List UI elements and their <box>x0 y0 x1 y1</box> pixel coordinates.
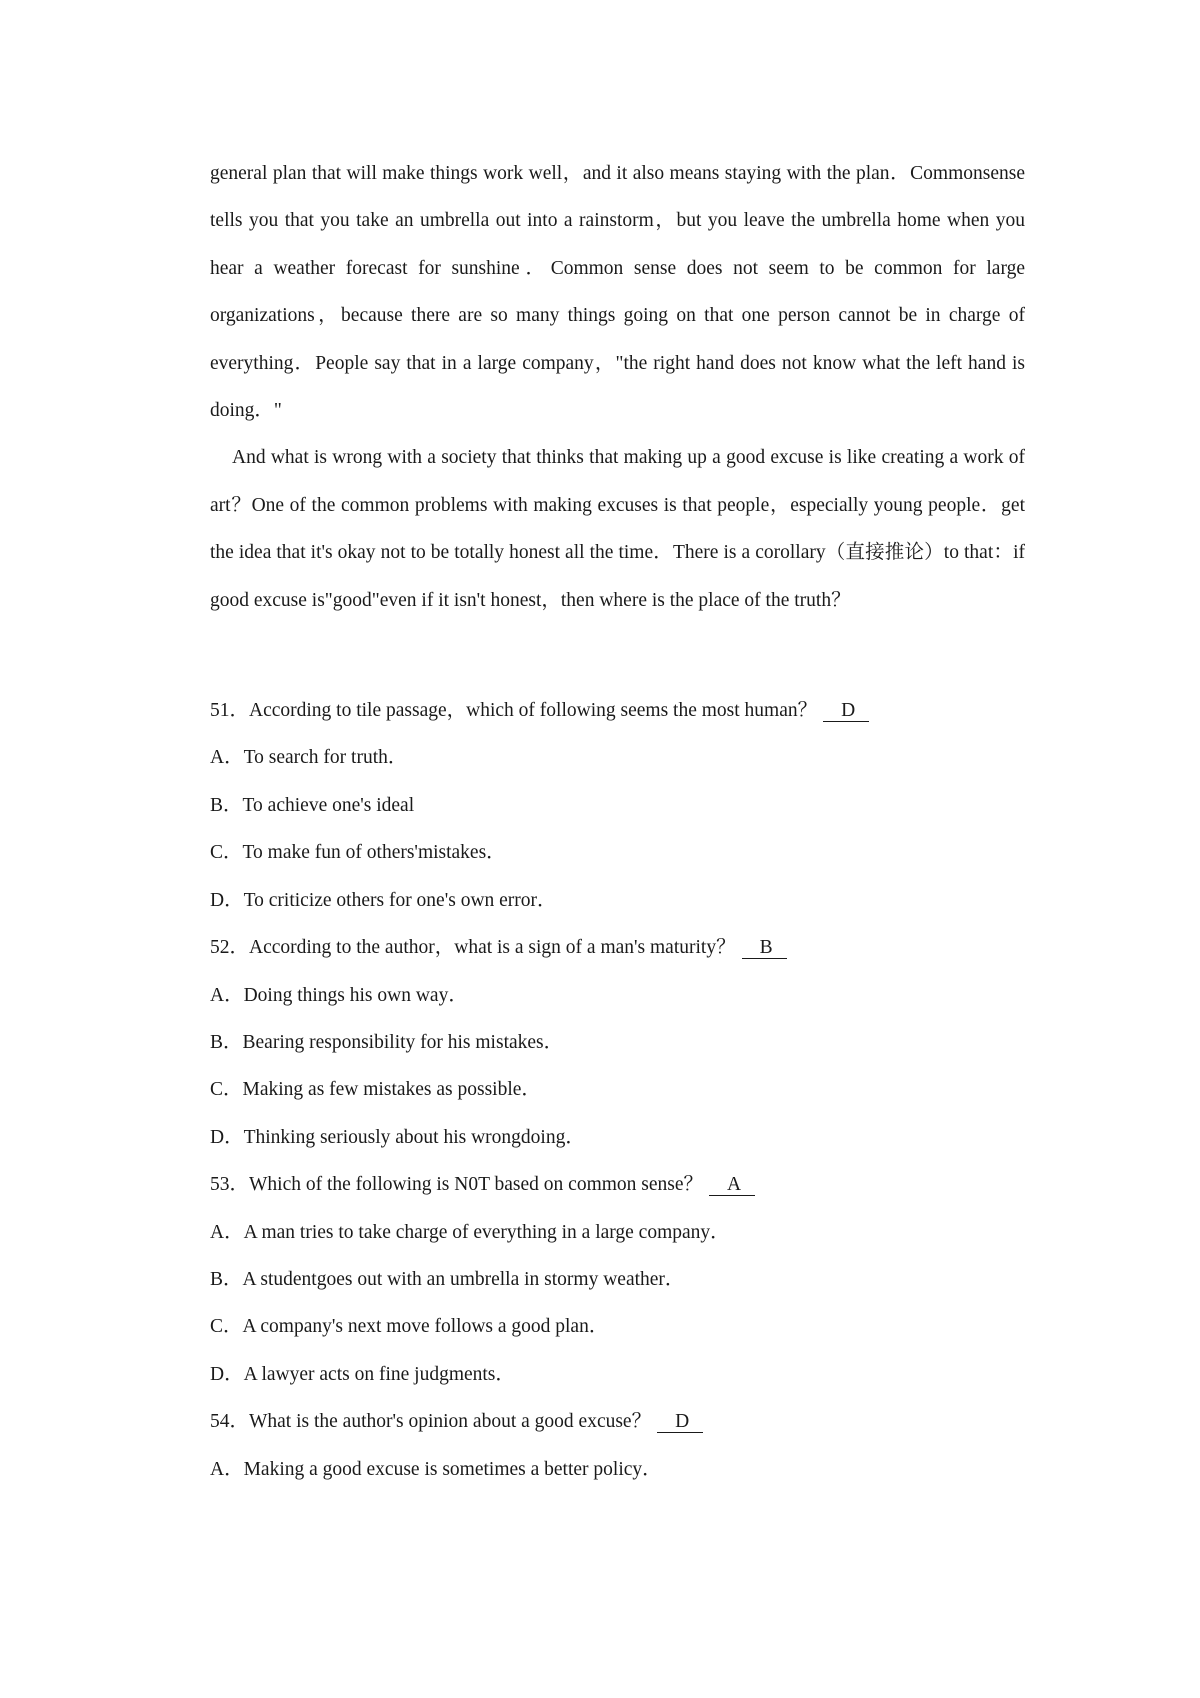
question-stem <box>210 687 1025 734</box>
question-stem <box>210 924 1025 971</box>
question-text: 52．According to the author，what is a sign of a man's maturity？ <box>210 937 736 959</box>
option-d: D．Thinking seriously about his wrongdoing． <box>210 1126 585 1148</box>
passage-paragraph-2: And what is wrong with a society that thinks that making up a good excuse is like creating a work of art？One of the common problems with making excuses is that people，especially young people．get the idea that it's okay not to be totally honest all the time．There is a corollary（直接推论）to that：if good excuse is"good"even if it isn't honest，then where is the place of the truth？ <box>210 447 1025 611</box>
option-b: B．A studentgoes out with an umbrella in stormy weather． <box>210 1268 685 1290</box>
option-c: C．Making as few mistakes as possible． <box>210 1079 541 1101</box>
question-list <box>210 687 1025 1493</box>
question-53 <box>210 1161 1025 1398</box>
option-a: A．To search for truth． <box>210 747 408 769</box>
option-b: B．Bearing responsibility for his mistakes． <box>210 1031 564 1053</box>
option-c: C．To make fun of others'mistakes． <box>210 842 506 864</box>
answer-blank: D <box>657 1412 703 1433</box>
option-a: A．Making a good excuse is sometimes a better policy． <box>210 1458 662 1480</box>
question-52 <box>210 924 1025 1161</box>
passage-paragraph-1: general plan that will make things work well，and it also means staying with the plan．Commonsense tells you that you take an umbrella out into a rainstorm，but you leave the umbrella home when you hear a weather forecast for sunshine．Common sense does not seem to be common for large organizations，because there are so many things going on that one person cannot be in charge of everything．People say that in a large company，"the right hand does not know what the left hand is doing．" <box>210 163 1025 422</box>
document-page <box>210 150 1025 1493</box>
answer-blank: B <box>742 938 787 959</box>
question-text: 53．Which of the following is N0T based on common sense？ <box>210 1174 704 1196</box>
question-text: 54．What is the author's opinion about a good excuse？ <box>210 1411 652 1433</box>
answer-blank: A <box>709 1175 755 1196</box>
option-c: C．A company's next move follows a good plan． <box>210 1316 609 1338</box>
option-b: B．To achieve one's ideal <box>210 794 415 816</box>
question-stem <box>210 1398 1025 1445</box>
reading-passage <box>210 150 1025 624</box>
question-stem <box>210 1161 1025 1208</box>
option-a: A．A man tries to take charge of everything in a large company． <box>210 1221 730 1243</box>
question-text: 51．According to tile passage，which of following seems the most human？ <box>210 700 818 722</box>
answer-blank: D <box>823 701 869 722</box>
option-d: D．A lawyer acts on fine judgments． <box>210 1363 515 1385</box>
option-d: D．To criticize others for one's own error． <box>210 889 557 911</box>
question-51 <box>210 687 1025 924</box>
question-54 <box>210 1398 1025 1493</box>
option-a: A．Doing things his own way． <box>210 984 468 1006</box>
